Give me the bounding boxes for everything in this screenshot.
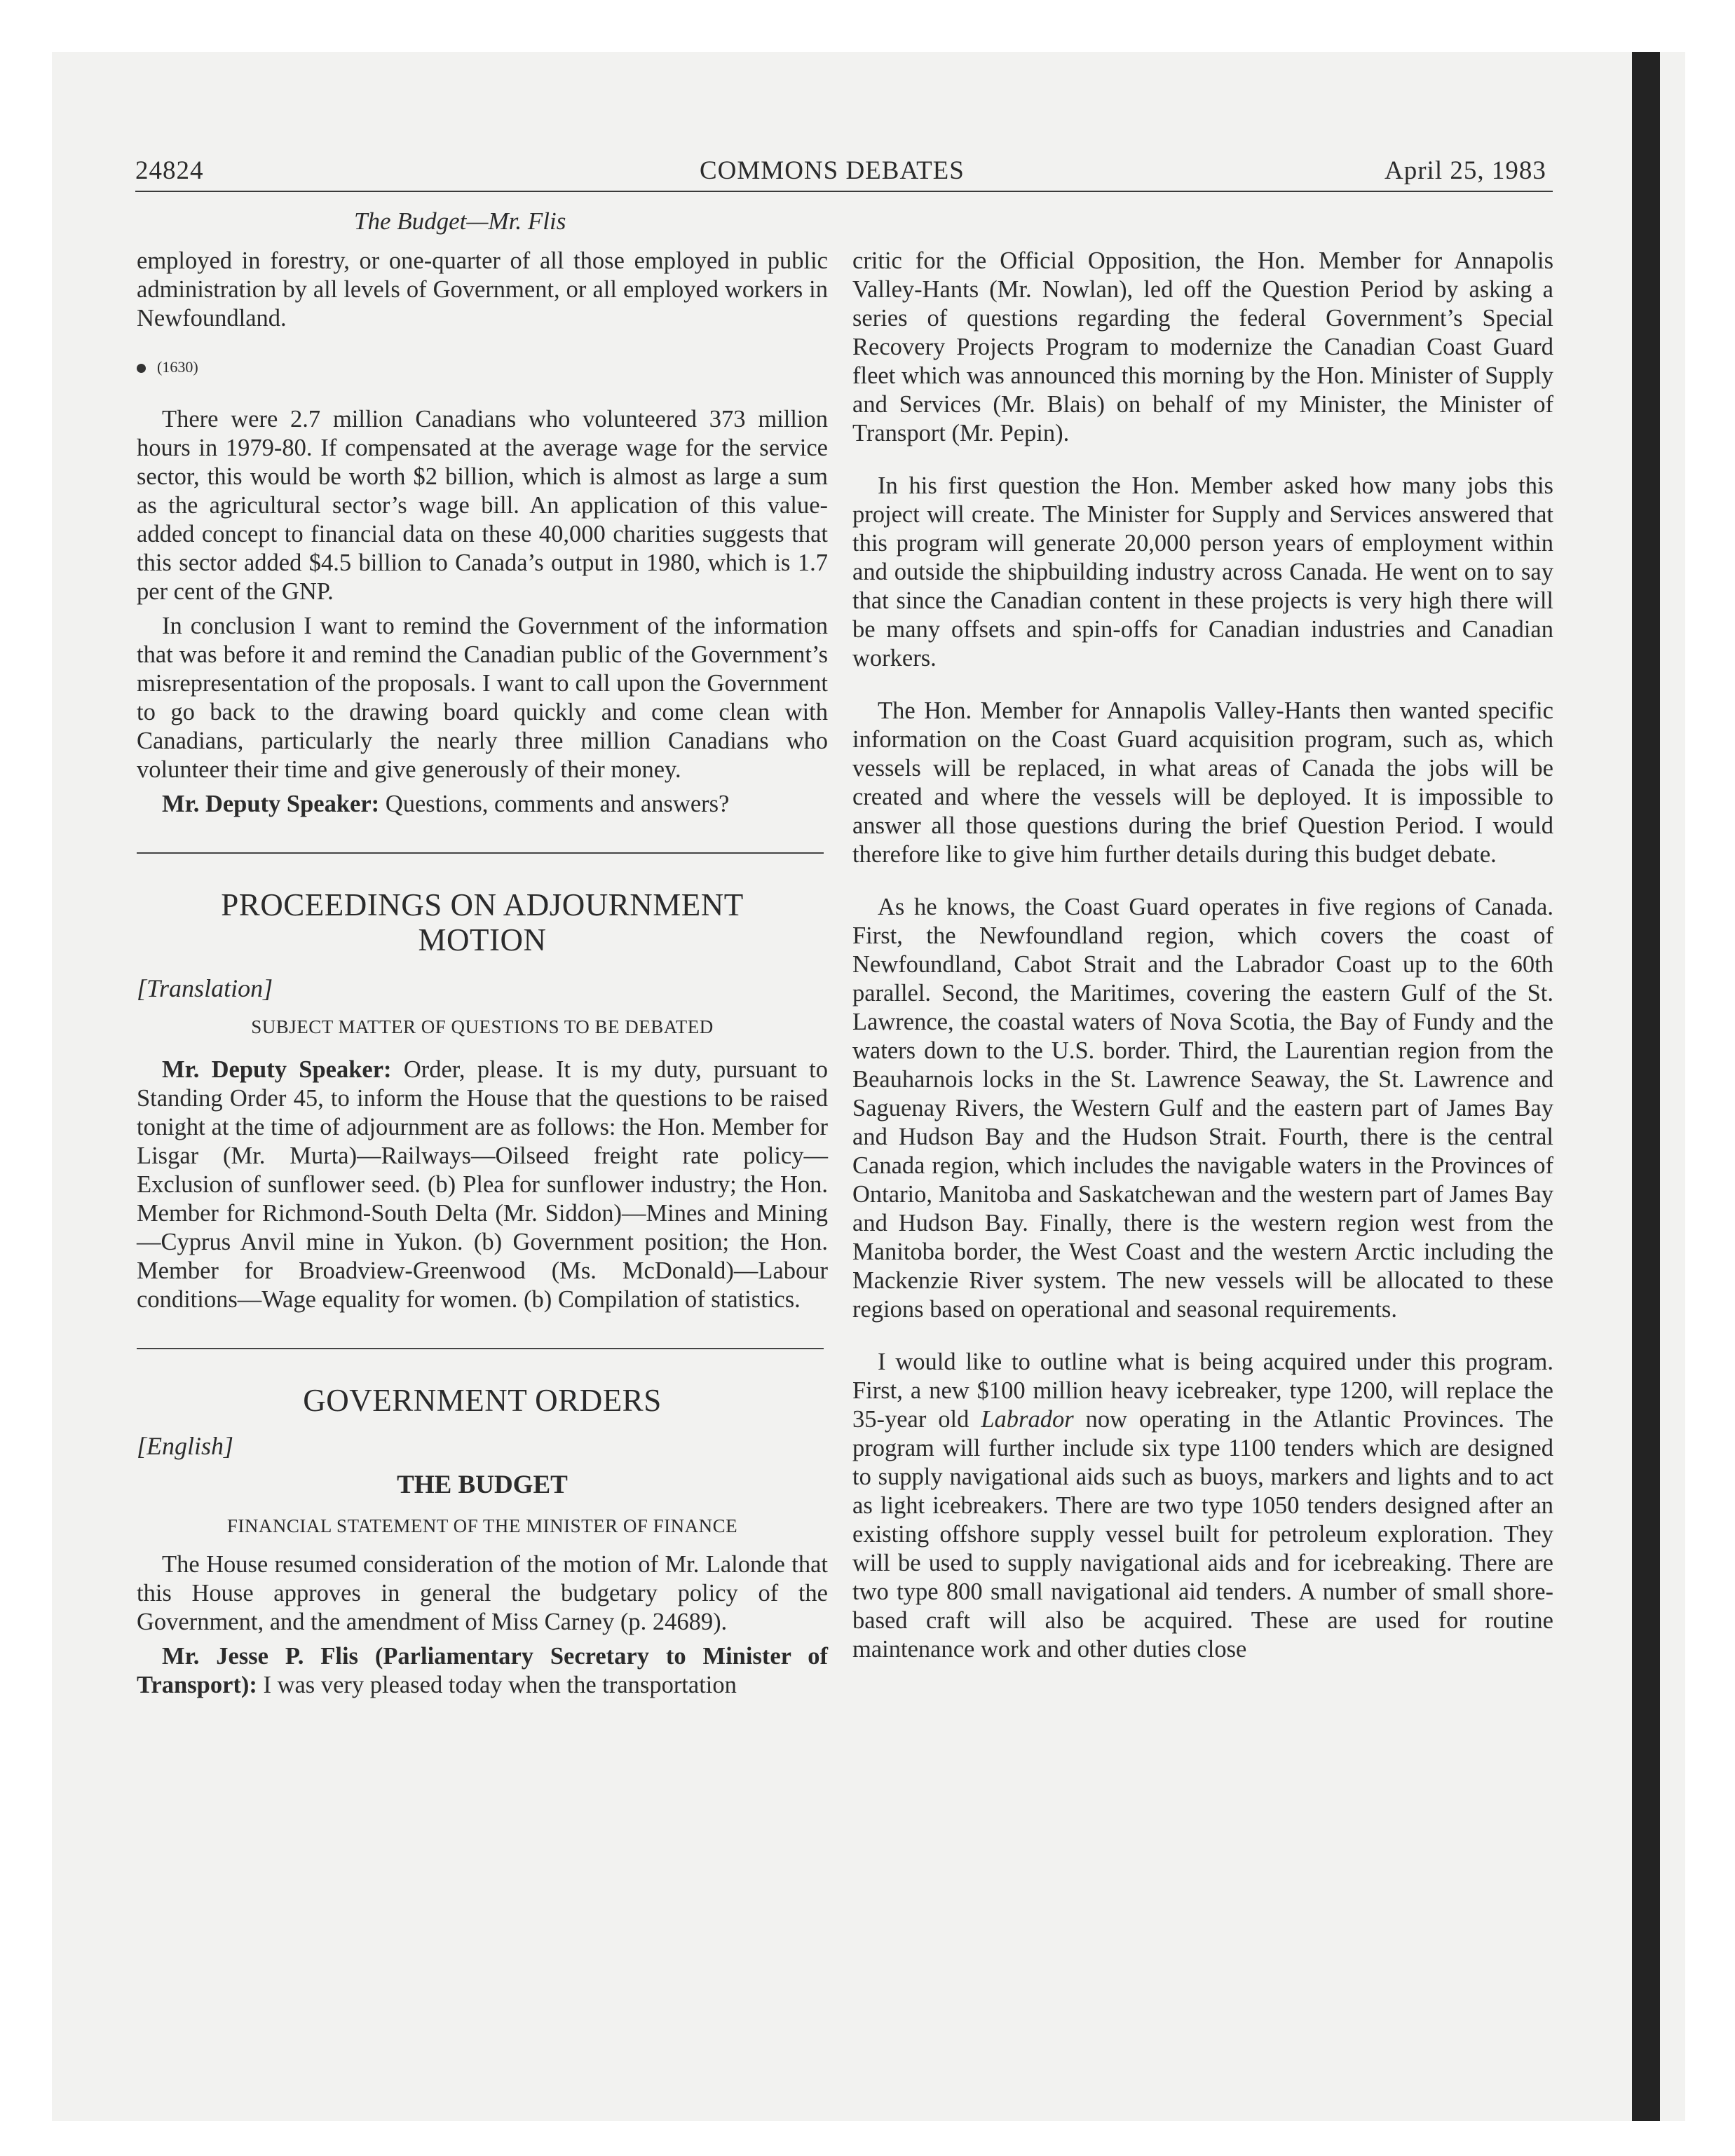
paragraph: As he knows, the Coast Guard operates in five regions of Canada. First, the Newfoundland region, which covers the coast of Newfoundland, Cabot Strait and the Labrador Coast up to the 60th parallel. Second, the Maritimes, covering the eastern Gulf of the St. Lawrence, the coastal waters of Nova Scotia, the Bay of Fundy and the waters down to the U.S. border. Third, the Laurentian region from the Beauharnois locks in the St. Lawrence Seaway, the St. Lawrence and Saguenay Rivers, the Western Gulf and the eastern part of James Bay and Hudson Bay and the Hudson Strait. Fourth, there is the central Canada region, which includes the navigable waters in the Provinces of Ontario, Manitoba and Saskatchewan and the western part of James Bay and Hudson Bay. Finally, there is the western region west from the Manitoba border, the West Coast and the western Arctic including the Mackenzie River system. The new vessels will be allocated to these regions based on operational and seasonal requirements. bbox=[852, 894, 1553, 1323]
section-title: GOVERNMENT ORDERS bbox=[303, 1383, 662, 1418]
speaker-name: Mr. Jesse P. Flis (Parliamentary Secretary to Minister of Transport): bbox=[137, 1643, 828, 1698]
paragraph: In his first question the Hon. Member asked how many jobs this project will create. The Minister for Supply and Services answered that this program will generate 20,000 person years of employment within and outside the shipbuilding industry across Canada. He went on to say that since the Canadian content in these projects is very high there will be many offsets and spin-offs for Canadian industries and Canadian workers. bbox=[852, 472, 1553, 671]
page-date: April 25, 1983 bbox=[1384, 156, 1546, 185]
budget-heading: THE BUDGET bbox=[397, 1471, 568, 1499]
paragraph-text: I would like to outline what is being acquired under this program. First, a new $100 million heavy icebreaker, type 1200, will replace the 35-year old bbox=[852, 1349, 1553, 1433]
left-column bbox=[137, 247, 828, 1700]
time-marker bbox=[137, 353, 828, 381]
time-marker-label: (1630) bbox=[157, 358, 198, 376]
paragraph: The House resumed consideration of the motion of Mr. Lalonde that this House approves in general the budgetary policy of the Government, and the amendment of Miss Carney (p. 24689). bbox=[137, 1551, 828, 1635]
page-number: 24824 bbox=[135, 156, 204, 185]
header-rule bbox=[135, 191, 1553, 192]
publication-title: COMMONS DEBATES bbox=[700, 156, 965, 185]
paragraph bbox=[137, 790, 828, 819]
paragraph bbox=[137, 1642, 828, 1700]
section-rule bbox=[137, 852, 824, 854]
english-tag: [English] bbox=[137, 1432, 234, 1460]
speech-text: Order, please. It is my duty, pursuant to Standing Order 45, to inform the House that the questions to be raised tonight at the time of adjournment are as follows: the Hon. Member for Lisgar (Mr. Murta)—Railways—Oilseed freight rate policy—Exclusion of sunflower seed. (b) Plea for sunflower industry; the Hon. Member for Richmond-South Delta (Mr. Siddon)—Mines and Mining—Cyprus Anvil mine in Yukon. (b) Government position; the Hon. Member for Broadview-Greenwood (Ms. McDonald)—Labour conditions—Wage equality for women. (b) Compilation of statistics. bbox=[137, 1056, 829, 1313]
speech-text: Questions, comments and answers? bbox=[379, 791, 730, 817]
running-head: The Budget—Mr. Flis bbox=[354, 207, 566, 235]
financial-heading: FINANCIAL STATEMENT OF THE MINISTER OF FINANCE bbox=[226, 1515, 738, 1536]
right-column bbox=[852, 247, 1553, 1664]
bullet-icon bbox=[137, 364, 146, 373]
speaker-name: Mr. Deputy Speaker: bbox=[162, 791, 380, 817]
scan-edge-shadow bbox=[1632, 52, 1660, 2121]
section-rule bbox=[137, 1348, 824, 1349]
paragraph bbox=[137, 1056, 828, 1314]
vessel-name: Labrador bbox=[981, 1406, 1074, 1433]
paragraph: critic for the Official Opposition, the Hon. Member for Annapolis Valley-Hants (Mr. Nowlan), led off the Question Period by asking a series of questions regarding the federal Government’s Special Recovery Projects Program to modernize the Canadian Coast Guard fleet which was announced this morning by the Hon. Minister of Supply and Services (Mr. Blais) on behalf of my Minister, the Minister of Transport (Mr. Pepin). bbox=[852, 247, 1553, 446]
paragraph: In conclusion I want to remind the Government of the information that was before it and remind the Canadian public of the Government’s misrepresentation of the proposals. I want to call upon the Government to go back to the drawing board quickly and come clean with Canadians, particularly the nearly three million Canadians who volunteer their time and give generously of their money. bbox=[137, 613, 828, 783]
section-title: PROCEEDINGS ON ADJOURNMENT MOTION bbox=[221, 887, 744, 957]
translation-tag: [Translation] bbox=[137, 974, 273, 1002]
paragraph-text: now operating in the Atlantic Provinces. The program will further include six type 1100 tenders which are designed to supply navigational aids such as buoys, markers and lights and to act as light icebreakers. There are two type 1050 tenders designed after an existing offshore supply vessel built for petroleum exploration. They will be used to supply navigational aids and for icebreaking. There are two type 800 small navigational aid tenders. A number of small shore-based craft will also be acquired. These are used for routine maintenance work and other duties close bbox=[852, 1406, 1553, 1663]
paragraph bbox=[852, 1348, 1553, 1664]
speaker-name: Mr. Deputy Speaker: bbox=[162, 1056, 392, 1083]
paragraph: There were 2.7 million Canadians who volunteered 373 million hours in 1979-80. If compensated at the average wage for the service sector, this would be worth $2 billion, which is almost as large a sum as the agricultural sector’s wage bill. An application of this value-added concept to financial data on these 40,000 charities suggests that this sector added $4.5 billion to Canada’s output in 1980, which is 1.7 per cent of the GNP. bbox=[137, 406, 828, 605]
subject-heading: SUBJECT MATTER OF QUESTIONS TO BE DEBATED bbox=[251, 1016, 714, 1037]
paragraph: The Hon. Member for Annapolis Valley-Hants then wanted specific information on the Coast Guard acquisition program, such as, which vessels will be replaced, in what areas of Canada the jobs will be created and where the vessels will be deployed. It is impossible to answer all those questions during the brief Question Period. I would therefore like to give him further details during this budget debate. bbox=[852, 697, 1553, 868]
paragraph: employed in forestry, or one-quarter of all those employed in public administration by all levels of Government, or all employed workers in Newfoundland. bbox=[137, 247, 828, 332]
speech-text: I was very pleased today when the transportation bbox=[257, 1672, 737, 1698]
